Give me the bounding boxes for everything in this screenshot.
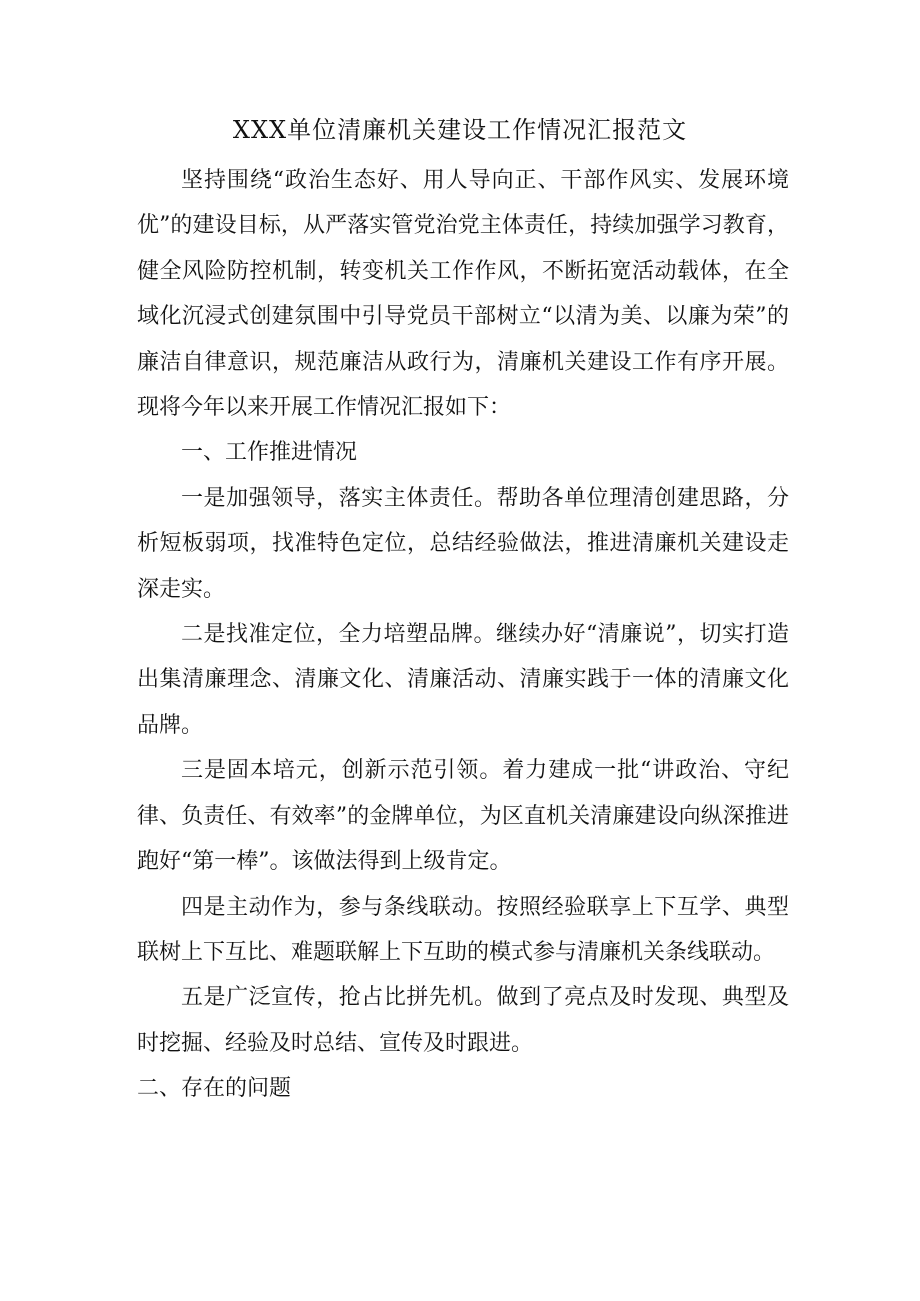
body-paragraph: 一是加强领导，落实主体责任。帮助各单位理清创建思路，分析短板弱项，找准特色定位，总结经验做法，推进清廉机关建设走深走实。	[137, 485, 789, 602]
section-heading-progress: 一、工作推进情况	[181, 440, 358, 466]
document-body	[137, 158, 789, 1112]
intro-paragraph: 坚持围绕“政治生态好、用人导向正、干部作风实、发展环境优”的建设目标，从严落实管党治党主体责任，持续加强学习教育，健全风险防控机制，转变机关工作作风，不断拓宽活动载体，在全域化沉浸式创建氛围中引导党员干部树立“以清为美、以廉为荣”的廉洁自律意识，规范廉洁从政行为，清廉机关建设工作有序开展。现将今年以来开展工作情况汇报如下：	[137, 168, 789, 421]
body-paragraph: 二是找准定位，全力培塑品牌。继续办好“清廉说”，切实打造出集清廉理念、清廉文化、清廉活动、清廉实践于一体的清廉文化品牌。	[137, 622, 789, 738]
body-paragraph: 四是主动作为，参与条线联动。按照经验联享上下互学、典型联树上下互比、难题联解上下互助的模式参与清廉机关条线联动。	[137, 894, 789, 965]
body-paragraph: 五是广泛宣传，抢占比拼先机。做到了亮点及时发现、典型及时挖掘、经验及时总结、宣传及时跟进。	[137, 985, 789, 1056]
body-paragraph: 三是固本培元，创新示范引领。着力建成一批“讲政治、守纪律、负责任、有效率”的金牌单位，为区直机关清廉建设向纵深推进跑好“第一棒”。该做法得到上级肯定。	[137, 758, 789, 875]
document-title: XXX单位清廉机关建设工作情况汇报范文	[232, 116, 688, 144]
section-heading-problems: 二、存在的问题	[137, 1076, 292, 1102]
